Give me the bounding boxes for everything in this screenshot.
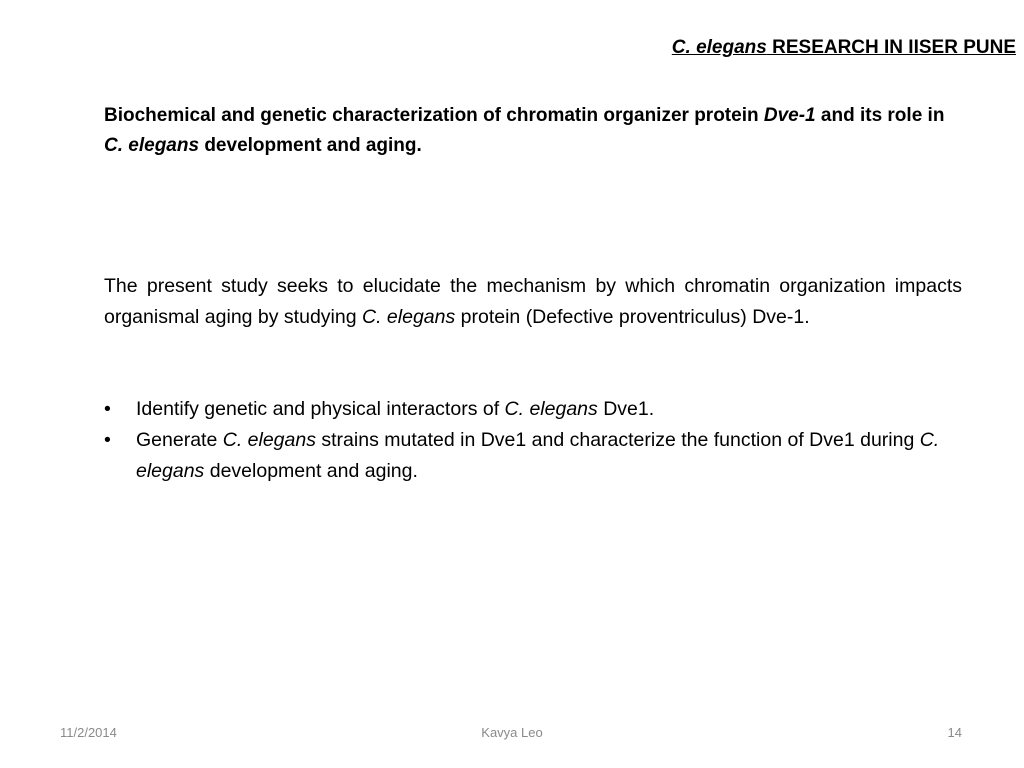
objective-item-2 — [104, 425, 954, 487]
objective-1-part-2: Dve1. — [597, 398, 655, 420]
objective-2-part-2: strains mutated in Dve1 and characterize the function of Dve1 during — [315, 429, 920, 451]
footer-date: 11/2/2014 — [60, 725, 117, 740]
paragraph-part-1: The present study seeks to elucidate the mechanism by which chromatin organization impacts organismal aging by studying — [104, 275, 962, 328]
slide-number: 14 — [947, 725, 962, 740]
objectives-list — [104, 394, 954, 487]
objective-1-part-1: Identify genetic and physical interactors of — [136, 398, 505, 420]
bullet-icon: • — [104, 398, 111, 420]
bullet-icon: • — [104, 429, 111, 451]
objective-2-part-3: development and aging. — [204, 460, 418, 482]
objective-item-1 — [104, 394, 954, 425]
title-protein: Dve-1 — [763, 105, 816, 126]
objective-2-part-1: Generate — [136, 429, 223, 451]
paragraph-organism: C. elegans — [362, 306, 456, 328]
objective-2-organism-2: C. elegans — [136, 429, 940, 482]
title-organism: C. elegans — [104, 135, 200, 156]
study-description — [104, 271, 962, 333]
slide-title — [104, 101, 954, 161]
title-part-2: and its role in — [815, 105, 945, 126]
header-organism: C. elegans — [671, 37, 767, 58]
header-text: RESEARCH IN IISER PUNE — [766, 37, 1016, 58]
objective-2-organism-1: C. elegans — [222, 429, 316, 451]
paragraph-part-2: protein (Defective proventriculus) Dve-1. — [455, 306, 810, 328]
title-part-1: Biochemical and genetic characterization of chromatin organizer protein — [104, 105, 764, 126]
footer-author: Kavya Leo — [481, 725, 543, 740]
title-part-3: development and aging. — [199, 135, 422, 156]
slide-header — [672, 36, 1016, 60]
objective-1-organism: C. elegans — [504, 398, 598, 420]
